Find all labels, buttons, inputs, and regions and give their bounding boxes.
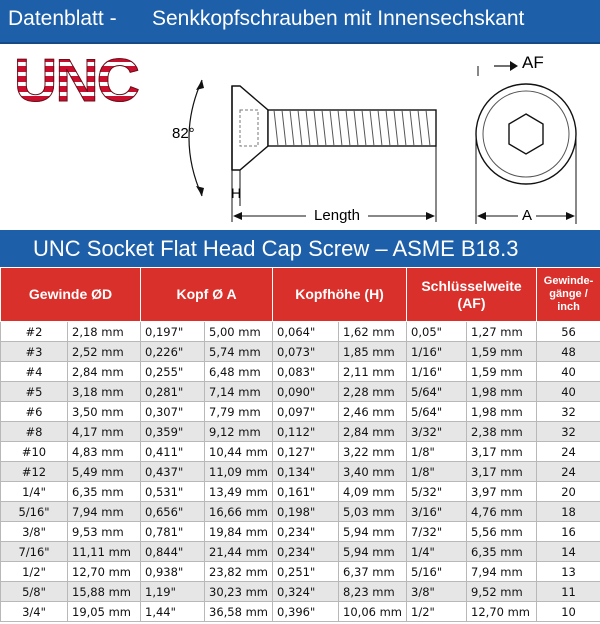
- cell-height-inch: 0,198": [273, 502, 339, 522]
- header-tpi-line1: Gewinde-: [543, 275, 594, 287]
- header-thread: Gewinde ØD: [1, 268, 141, 322]
- cell-head-mm: 7,79 mm: [205, 402, 273, 422]
- cell-key-mm: 2,38 mm: [467, 422, 537, 442]
- cell-height-inch: 0,090": [273, 382, 339, 402]
- header-key-width: [407, 268, 537, 322]
- cell-height-inch: 0,234": [273, 542, 339, 562]
- cell-key-mm: 7,94 mm: [467, 562, 537, 582]
- cell-thread-mm: 4,83 mm: [68, 442, 141, 462]
- cell-thread-size: 1/4": [1, 482, 68, 502]
- title-datasheet: Datenblatt -: [8, 7, 117, 30]
- cell-head-inch: 1,19": [141, 582, 205, 602]
- cell-height-mm: 2,11 mm: [339, 362, 407, 382]
- cell-key-mm: 1,59 mm: [467, 362, 537, 382]
- cell-head-mm: 11,09 mm: [205, 462, 273, 482]
- cell-thread-size: #5: [1, 382, 68, 402]
- cell-height-mm: 1,85 mm: [339, 342, 407, 362]
- table-row: [1, 502, 600, 522]
- cell-height-inch: 0,083": [273, 362, 339, 382]
- cell-height-inch: 0,134": [273, 462, 339, 482]
- cell-head-mm: 6,48 mm: [205, 362, 273, 382]
- cell-thread-size: #2: [1, 322, 68, 342]
- table-row: [1, 342, 600, 362]
- header-head-height: Kopfhöhe (H): [273, 268, 407, 322]
- title-bar: [0, 0, 600, 44]
- cell-height-inch: 0,073": [273, 342, 339, 362]
- cell-head-inch: 0,656": [141, 502, 205, 522]
- cell-thread-size: 3/4": [1, 602, 68, 622]
- cell-head-inch: 0,781": [141, 522, 205, 542]
- cell-tpi: 11: [537, 582, 600, 602]
- cell-height-mm: 2,28 mm: [339, 382, 407, 402]
- header-tpi-line3: inch: [557, 301, 580, 313]
- cell-key-inch: 3/8": [407, 582, 467, 602]
- table-body: [1, 322, 600, 622]
- cell-key-inch: 5/64": [407, 382, 467, 402]
- cell-thread-mm: 9,53 mm: [68, 522, 141, 542]
- cell-key-mm: 12,70 mm: [467, 602, 537, 622]
- table-row: [1, 542, 600, 562]
- cell-tpi: 56: [537, 322, 600, 342]
- h-label: H: [230, 185, 242, 201]
- cell-thread-size: 1/2": [1, 562, 68, 582]
- cell-height-inch: 0,112": [273, 422, 339, 442]
- cell-height-mm: 1,62 mm: [339, 322, 407, 342]
- cell-height-mm: 5,94 mm: [339, 522, 407, 542]
- cell-key-inch: 5/16": [407, 562, 467, 582]
- cell-key-inch: 1/2": [407, 602, 467, 622]
- cell-head-mm: 30,23 mm: [205, 582, 273, 602]
- cell-height-mm: 8,23 mm: [339, 582, 407, 602]
- unc-flag-logo: [14, 52, 148, 110]
- cell-thread-mm: 15,88 mm: [68, 582, 141, 602]
- cell-head-inch: 0,197": [141, 322, 205, 342]
- screw-head: [232, 86, 268, 170]
- cell-height-mm: 3,22 mm: [339, 442, 407, 462]
- cell-tpi: 20: [537, 482, 600, 502]
- cell-tpi: 16: [537, 522, 600, 542]
- cell-height-inch: 0,064": [273, 322, 339, 342]
- cell-key-inch: 1/4": [407, 542, 467, 562]
- cell-thread-mm: 2,18 mm: [68, 322, 141, 342]
- cell-tpi: 48: [537, 342, 600, 362]
- cell-thread-mm: 5,49 mm: [68, 462, 141, 482]
- table-row: [1, 482, 600, 502]
- flag-stars-icon: [16, 56, 62, 82]
- cell-thread-size: #12: [1, 462, 68, 482]
- cell-key-inch: 1/8": [407, 442, 467, 462]
- cell-head-mm: 19,84 mm: [205, 522, 273, 542]
- cell-head-mm: 13,49 mm: [205, 482, 273, 502]
- cell-head-mm: 5,74 mm: [205, 342, 273, 362]
- cell-key-mm: 6,35 mm: [467, 542, 537, 562]
- cell-tpi: 18: [537, 502, 600, 522]
- a-label: A: [521, 207, 533, 224]
- cell-thread-mm: 2,84 mm: [68, 362, 141, 382]
- cell-thread-size: #10: [1, 442, 68, 462]
- cell-thread-mm: 4,17 mm: [68, 422, 141, 442]
- cell-head-inch: 0,938": [141, 562, 205, 582]
- cell-height-inch: 0,097": [273, 402, 339, 422]
- screw-drawing: [160, 46, 600, 230]
- cell-key-inch: 0,05": [407, 322, 467, 342]
- cell-key-mm: 1,98 mm: [467, 382, 537, 402]
- cell-key-inch: 5/32": [407, 482, 467, 502]
- header-key-width-line2: (AF): [457, 294, 486, 311]
- cell-key-inch: 3/16": [407, 502, 467, 522]
- table-header-row: [1, 268, 600, 322]
- cell-head-inch: 0,255": [141, 362, 205, 382]
- cell-head-inch: 0,411": [141, 442, 205, 462]
- header-head-diameter: Kopf Ø A: [141, 268, 273, 322]
- cell-head-inch: 0,437": [141, 462, 205, 482]
- cell-thread-mm: 2,52 mm: [68, 342, 141, 362]
- cell-tpi: 32: [537, 402, 600, 422]
- header-threads-per-inch: [537, 268, 600, 322]
- cell-key-inch: 1/16": [407, 342, 467, 362]
- table-title: UNC Socket Flat Head Cap Screw – ASME B18.3: [33, 236, 519, 261]
- table-row: [1, 462, 600, 482]
- cell-height-mm: 5,03 mm: [339, 502, 407, 522]
- cell-thread-size: 7/16": [1, 542, 68, 562]
- table-row: [1, 382, 600, 402]
- header-key-width-line1: Schlüsselweite: [421, 277, 522, 294]
- cell-height-inch: 0,161": [273, 482, 339, 502]
- cell-thread-size: #8: [1, 422, 68, 442]
- cell-tpi: 32: [537, 422, 600, 442]
- cell-tpi: 24: [537, 462, 600, 482]
- cell-head-mm: 21,44 mm: [205, 542, 273, 562]
- cell-head-inch: 0,281": [141, 382, 205, 402]
- cell-thread-size: #3: [1, 342, 68, 362]
- cell-head-mm: 23,82 mm: [205, 562, 273, 582]
- cell-head-inch: 0,359": [141, 422, 205, 442]
- angle-label: 82°: [172, 125, 195, 142]
- cell-thread-mm: 11,11 mm: [68, 542, 141, 562]
- af-label: AF: [522, 53, 544, 72]
- cell-height-mm: 4,09 mm: [339, 482, 407, 502]
- table-row: [1, 582, 600, 602]
- cell-tpi: 40: [537, 382, 600, 402]
- cell-tpi: 40: [537, 362, 600, 382]
- cell-thread-size: 3/8": [1, 522, 68, 542]
- cell-height-inch: 0,251": [273, 562, 339, 582]
- cell-head-mm: 5,00 mm: [205, 322, 273, 342]
- table-row: [1, 402, 600, 422]
- cell-thread-mm: 12,70 mm: [68, 562, 141, 582]
- cell-height-mm: 2,84 mm: [339, 422, 407, 442]
- cell-height-inch: 0,324": [273, 582, 339, 602]
- cell-height-inch: 0,127": [273, 442, 339, 462]
- cell-key-mm: 3,17 mm: [467, 462, 537, 482]
- cell-head-inch: 0,307": [141, 402, 205, 422]
- cell-height-mm: 2,46 mm: [339, 402, 407, 422]
- table-row: [1, 422, 600, 442]
- cell-key-inch: 1/16": [407, 362, 467, 382]
- cell-height-inch: 0,396": [273, 602, 339, 622]
- cell-height-inch: 0,234": [273, 522, 339, 542]
- cell-head-inch: 0,226": [141, 342, 205, 362]
- table-row: [1, 602, 600, 622]
- length-label: Length: [314, 207, 360, 224]
- cell-thread-mm: 3,18 mm: [68, 382, 141, 402]
- cell-thread-mm: 19,05 mm: [68, 602, 141, 622]
- cell-head-mm: 7,14 mm: [205, 382, 273, 402]
- cell-head-inch: 0,531": [141, 482, 205, 502]
- cell-height-mm: 6,37 mm: [339, 562, 407, 582]
- cell-thread-size: 5/16": [1, 502, 68, 522]
- cell-head-mm: 10,44 mm: [205, 442, 273, 462]
- cell-thread-size: 5/8": [1, 582, 68, 602]
- cell-key-mm: 1,59 mm: [467, 342, 537, 362]
- table-row: [1, 442, 600, 462]
- dimension-table: [0, 267, 600, 622]
- table-row: [1, 362, 600, 382]
- cell-thread-size: #6: [1, 402, 68, 422]
- cell-key-inch: 1/8": [407, 462, 467, 482]
- table-title-banner: [0, 230, 600, 267]
- cell-head-inch: 0,844": [141, 542, 205, 562]
- cell-key-mm: 1,98 mm: [467, 402, 537, 422]
- table-row: [1, 522, 600, 542]
- cell-key-mm: 3,17 mm: [467, 442, 537, 462]
- cell-head-mm: 9,12 mm: [205, 422, 273, 442]
- cell-key-inch: 5/64": [407, 402, 467, 422]
- cell-thread-mm: 3,50 mm: [68, 402, 141, 422]
- table-row: [1, 322, 600, 342]
- cell-head-mm: 36,58 mm: [205, 602, 273, 622]
- cell-tpi: 24: [537, 442, 600, 462]
- cell-key-mm: 5,56 mm: [467, 522, 537, 542]
- cell-tpi: 14: [537, 542, 600, 562]
- cell-height-mm: 3,40 mm: [339, 462, 407, 482]
- cell-key-inch: 7/32": [407, 522, 467, 542]
- title-product: Senkkopfschrauben mit Innensechskant: [152, 7, 525, 30]
- cell-thread-mm: 6,35 mm: [68, 482, 141, 502]
- cell-height-mm: 5,94 mm: [339, 542, 407, 562]
- cell-key-mm: 3,97 mm: [467, 482, 537, 502]
- header-tpi-line2: gänge /: [549, 288, 588, 300]
- cell-key-inch: 3/32": [407, 422, 467, 442]
- cell-tpi: 13: [537, 562, 600, 582]
- cell-key-mm: 4,76 mm: [467, 502, 537, 522]
- cell-height-mm: 10,06 mm: [339, 602, 407, 622]
- cell-head-inch: 1,44": [141, 602, 205, 622]
- table-row: [1, 562, 600, 582]
- cell-tpi: 10: [537, 602, 600, 622]
- cell-thread-mm: 7,94 mm: [68, 502, 141, 522]
- cell-key-mm: 9,52 mm: [467, 582, 537, 602]
- cell-key-mm: 1,27 mm: [467, 322, 537, 342]
- cell-thread-size: #4: [1, 362, 68, 382]
- logo-text: UNC: [14, 52, 138, 110]
- cell-head-mm: 16,66 mm: [205, 502, 273, 522]
